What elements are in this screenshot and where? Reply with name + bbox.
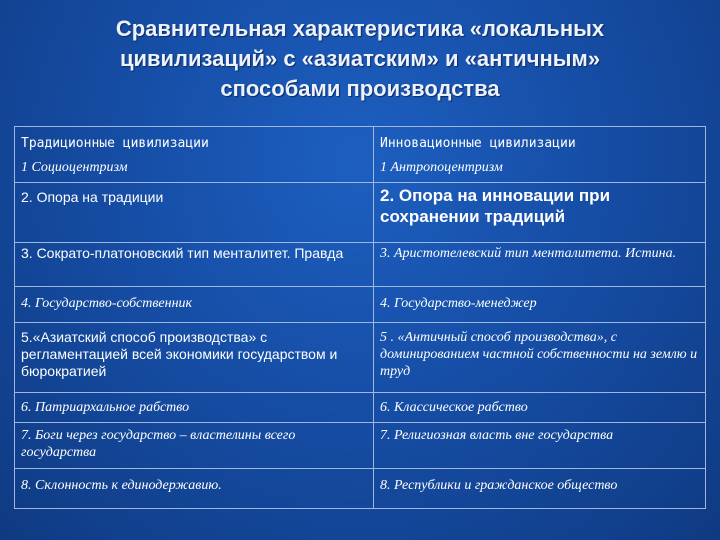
table-cell bbox=[374, 183, 706, 243]
column-header-traditional: Традиционные цивилизации bbox=[21, 136, 209, 151]
table-row bbox=[15, 469, 706, 509]
cell-text: 6. Классическое рабство bbox=[380, 400, 528, 415]
table-cell bbox=[374, 423, 706, 469]
cell-text: 5 . «Античный способ производства», с доминированием частной собственности на землю и труд bbox=[380, 330, 698, 379]
column-header-innovative: Инновационные цивилизации bbox=[380, 136, 576, 151]
table-cell bbox=[15, 393, 374, 423]
table-cell bbox=[374, 469, 706, 509]
cell-text: 4. Государство-менеджер bbox=[380, 296, 537, 311]
table-cell bbox=[374, 287, 706, 323]
slide-title bbox=[40, 14, 680, 104]
table-row bbox=[15, 127, 706, 183]
table-cell-innovative bbox=[374, 127, 706, 183]
table-row bbox=[15, 243, 706, 287]
cell-text: 2. Опора на инновации при сохранении традиций bbox=[380, 186, 611, 226]
cell-text: 7. Боги через государство – властелины всего государства bbox=[21, 428, 296, 460]
table-cell bbox=[15, 323, 374, 393]
table-cell bbox=[15, 287, 374, 323]
table-cell bbox=[15, 469, 374, 509]
cell-text: 5.«Азиатский способ производства» с регламентацией всей экономики государством и бюрократией bbox=[21, 329, 338, 379]
table-cell bbox=[374, 323, 706, 393]
table-cell-traditional bbox=[15, 127, 374, 183]
table-row bbox=[15, 423, 706, 469]
cell-text: 1 Антропоцентризм bbox=[380, 160, 503, 175]
table-cell bbox=[374, 393, 706, 423]
table-cell bbox=[15, 243, 374, 287]
cell-text: 6. Патриархальное рабство bbox=[21, 400, 190, 415]
table-row bbox=[15, 323, 706, 393]
title-line-3: способами производства bbox=[220, 76, 500, 101]
comparison-table bbox=[14, 126, 706, 509]
table-row bbox=[15, 393, 706, 423]
cell-text: 3. Аристотелевский тип менталитета. Истина. bbox=[380, 246, 677, 261]
cell-text: 7. Религиозная власть вне государства bbox=[380, 428, 614, 443]
table-cell bbox=[374, 243, 706, 287]
title-line-1: Сравнительная характеристика «локальных bbox=[115, 16, 605, 41]
table-row bbox=[15, 183, 706, 243]
cell-text: 4. Государство-собственник bbox=[21, 296, 193, 311]
cell-text: 8. Республики и гражданское общество bbox=[380, 478, 618, 493]
cell-text: 2. Опора на традиции bbox=[21, 189, 164, 205]
table-row bbox=[15, 287, 706, 323]
table-cell bbox=[15, 183, 374, 243]
cell-text: 1 Социоцентризм bbox=[21, 160, 128, 175]
cell-text: 8. Склонность к единодержавию. bbox=[21, 478, 222, 493]
title-line-2: цивилизаций» с «азиатским» и «античным» bbox=[119, 46, 601, 71]
cell-text: 3. Сократо-платоновский тип менталитет. Правда bbox=[21, 245, 344, 261]
table-cell bbox=[15, 423, 374, 469]
